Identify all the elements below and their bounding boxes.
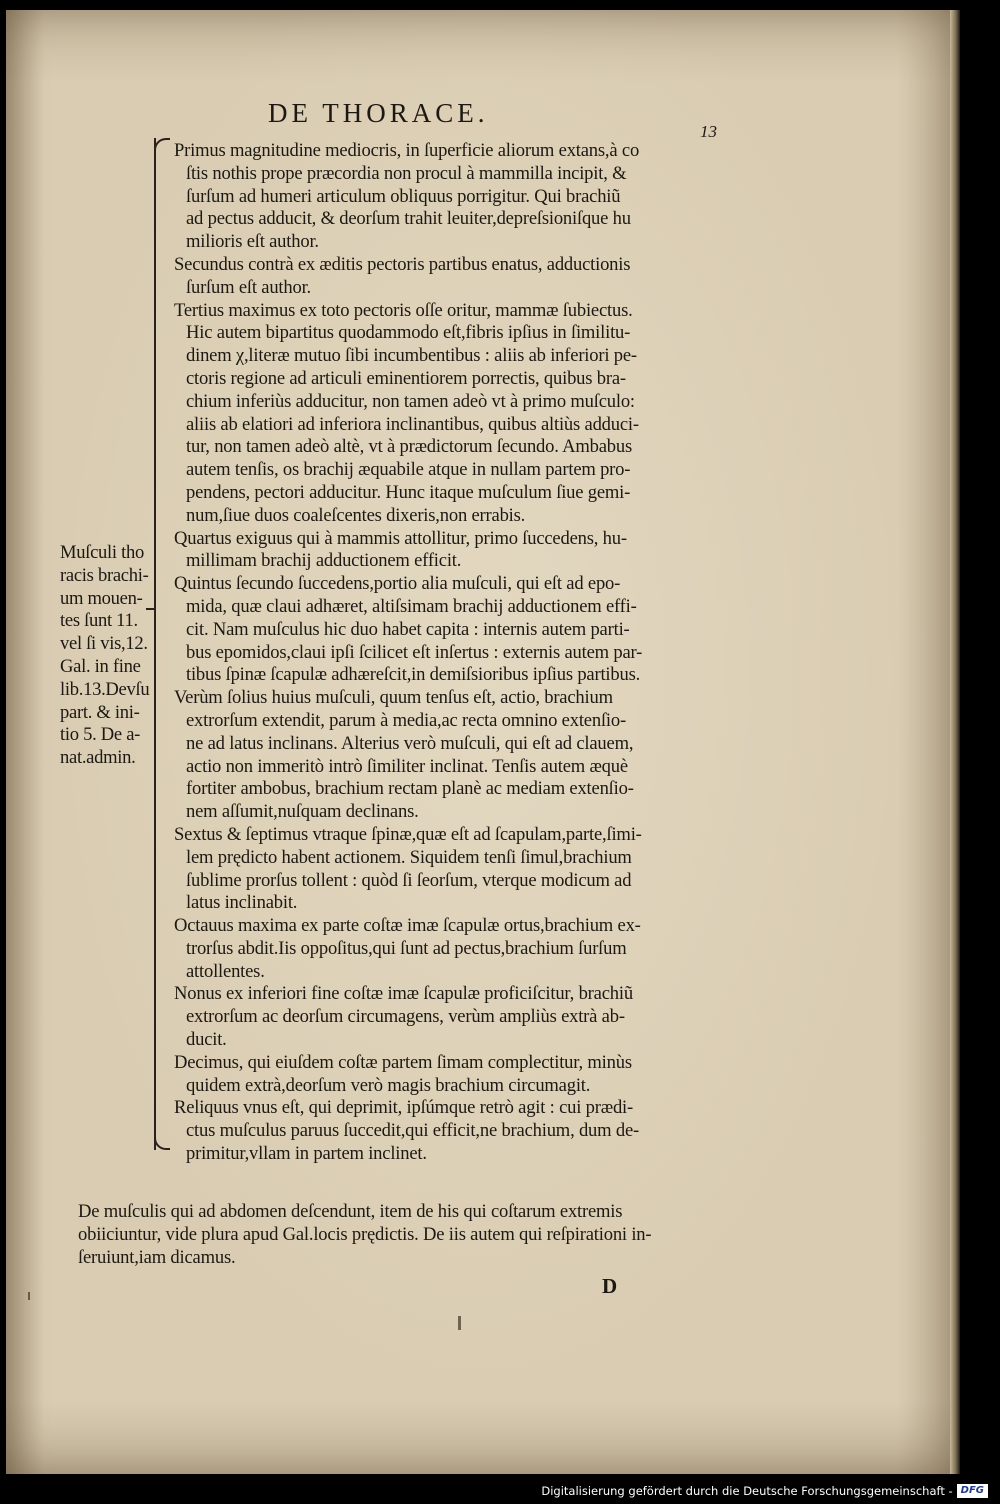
closing-paragraph [78,1200,718,1269]
paragraph-first-line: Decimus, qui eiuſdem coſtæ partem ſimam complectitur, minùs [174,1051,632,1073]
credit-text: Digitalisierung gefördert durch die Deutsche Forschungsgemeinschaft - [541,1484,953,1498]
marginal-line: um mouen- [60,587,143,609]
text-line: cit. Nam muſculus hic duo habet capita : internis autem parti- [186,618,630,640]
text-line: ad pectus adducit, & deorſum trahit leuiter,depreſsioniſque hu [186,208,631,230]
marginal-line: Muſculi tho [60,542,144,563]
paragraph-first-line: Sextus & ſeptimus vtraque ſpinæ,quæ eſt ad ſcapulam,parte,ſimi- [174,823,642,845]
ink-smudge [458,1316,461,1330]
text-line: trorſus abdit.Iis oppoſitus,qui ſunt ad pectus,brachium ſurſum [186,937,627,959]
text-line: num,ſiue duos coaleſcentes dixeris,non errabis. [186,504,526,526]
text-line: ctoris regione ad articuli eminentiorem porrectis, quibus bra- [186,367,626,389]
marginal-line: part. & ini- [60,701,140,723]
closing-line: obiiciuntur, vide plura apud Gal.locis prędictis. De iis autem qui reſpirationi in- [78,1224,652,1245]
marginal-line: Gal. in fine [60,655,141,677]
marginal-line: racis brachi- [60,564,149,586]
paragraph-first-line: Quartus exiguus qui à mammis attollitur, primo ſuccedens, hu- [174,527,627,549]
text-line: autem tenſis, os brachij æquabile atque in nullam partem pro- [186,459,631,481]
book-page [6,10,954,1474]
page-edge-shadow [950,10,960,1474]
paragraph-first-line: Secundus contrà ex æditis pectoris partibus enatus, adductionis [174,253,631,275]
text-line: bus epomidos,claui ipſi ſcilicet eſt inſertus : externis autem par- [186,641,643,663]
ink-smudge [28,1292,30,1300]
paragraph-first-line: Quintus ſecundo ſuccedens,portio alia muſculi, qui eſt ad epo- [174,573,621,595]
main-text-block [174,140,718,1166]
marginal-note [60,542,160,770]
text-line: tur, non tamen adeò altè, vt à prædictorum ſecundo. Ambabus [186,436,632,458]
text-line: attollentes. [186,960,265,982]
text-line: extrorſum ac deorſum circumagens, verùm ampliùs extrà ab- [186,1006,625,1028]
running-head: DE THORACE. [268,98,489,128]
paragraph-first-line: Verùm ſolius huius muſculi, quum tenſus eſt, actio, brachium [174,687,613,709]
paragraph-first-line: Reliquus vnus eſt, qui deprimit, ipſúmque retrò agit : cui prædi- [174,1097,634,1119]
text-line: ctus muſculus paruus ſuccedit,qui efficit,ne brachium, dum de- [186,1120,640,1142]
text-line: ducit. [186,1029,227,1051]
text-line: ſublime prorſus tollent : quòd ſi ſeorſum, vterque modicum ad [186,869,632,891]
text-line: ne ad latus inclinans. Alterius verò muſculi, qui eſt ad clauem, [186,732,634,754]
text-line: dinem χ,literæ mutuo ſibi incumbentibus : aliis ab inferiori pe- [186,345,637,367]
text-line: pendens, pectori adducitur. Hunc itaque muſculum ſiue gemi- [186,481,631,503]
text-line: aliis ab elatiori ad inferiora inclinantibus, quibus altiùs adduci- [186,413,639,435]
paragraph-first-line: Primus magnitudine mediocris, in ſuperficie aliorum extans,à co [174,140,640,161]
dfg-logo: DFG [957,1484,988,1498]
text-line: chium inferiùs adducitur, non tamen adeò vt à primo muſculo: [186,390,635,412]
text-line: ſurſum eſt author. [186,276,311,298]
marginal-line: tes ſunt 11. [60,610,138,632]
text-line: primitur,vllam in partem inclinet. [186,1143,427,1165]
paragraph-first-line: Nonus ex inferiori fine coſtæ imæ ſcapulæ proficiſcitur, brachiũ [174,983,633,1005]
page-number: 13 [700,122,717,141]
marginal-line: tio 5. De a- [60,724,141,746]
text-line: tibus ſpinæ ſcapulæ adhæreſcit,in demiſsioribus ipſius partibus. [186,664,641,686]
text-line: extrorſum extendit, parum à media,ac recta omnino extenſio- [186,709,626,731]
paragraph-first-line: Octauus maxima ex parte coſtæ imæ ſcapulæ ortus,brachium ex- [174,915,641,937]
marginal-line: vel ſi vis,12. [60,633,148,655]
text-line: nem aſſumit,nuſquam declinans. [186,801,419,823]
text-line: fortiter ambobus, brachium rectam planè ac mediam extenſio- [186,778,634,800]
paragraph-first-line: Tertius maximus ex toto pectoris oſſe oritur, mammæ ſubiectus. [174,299,633,321]
marginal-line: lib.13.Devſu [60,678,150,700]
digitization-credit [541,1484,988,1498]
text-line: milioris eſt author. [186,231,319,253]
catchword: D [602,1274,618,1298]
text-line: lem prędicto habent actionem. Siquidem tenſi ſimul,brachium [186,846,632,868]
text-line: actio non immeritò intrò ſimiliter inclinat. Tenſis autem æquè [186,755,628,777]
marginal-line: nat.admin. [60,747,136,769]
closing-line: ſeruiunt,iam dicamus. [78,1247,236,1268]
closing-line: De muſculis qui ad abdomen deſcendunt, item de his qui coſtarum extremis [78,1201,623,1222]
text-line: latus inclinabit. [186,892,298,914]
text-line: millimam brachij adductionem efficit. [186,550,462,572]
text-line: mida, quæ claui adhæret, altiſsimam brachij adductionem effi- [186,595,637,617]
text-line: quidem extrà,deorſum verò magis brachium circumagit. [186,1074,591,1096]
text-line: ſtis nothis prope præcordia non procul à mammilla incipit, & [186,162,627,184]
text-line: ſurſum ad humeri articulum obliquus porrigitur. Qui brachiũ [186,185,621,207]
text-line: Hic autem bipartitus quodammodo eſt,fibris ipſius in ſimilitu- [186,322,631,344]
